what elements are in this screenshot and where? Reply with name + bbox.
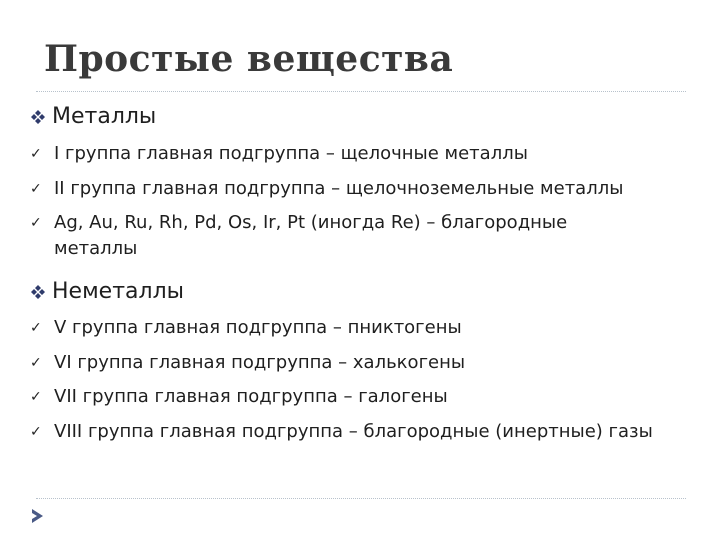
- diamond-bullet-icon: [30, 109, 46, 125]
- list-item: [30, 350, 690, 376]
- section-heading-label: Металлы: [52, 104, 157, 129]
- checkmark-icon: ✓: [30, 215, 42, 231]
- slide-title: Простые вещества: [44, 38, 454, 80]
- section-heading-nonmetals: [30, 279, 184, 304]
- checkmark-icon: ✓: [30, 146, 42, 162]
- list-item-text: Ag, Au, Ru, Rh, Pd, Os, Ir, Pt (иногда Re) – благородные металлы: [54, 212, 568, 259]
- list-item-text: II группа главная подгруппа – щелочноземельные металлы: [54, 178, 624, 199]
- list-item: [30, 419, 690, 445]
- diamond-bullet-icon: [30, 284, 46, 300]
- checkmark-icon: ✓: [30, 424, 42, 440]
- list-item-text: VIII группа главная подгруппа – благородные (инертные) газы: [54, 421, 653, 442]
- list-item-text: V группа главная подгруппа – пниктогены: [54, 317, 462, 338]
- list-item-text: I группа главная подгруппа – щелочные металлы: [54, 143, 528, 164]
- list-item-text: VI группа главная подгруппа – халькогены: [54, 352, 466, 373]
- checkmark-icon: ✓: [30, 320, 42, 336]
- checkmark-icon: ✓: [30, 389, 42, 405]
- checkmark-icon: ✓: [30, 355, 42, 371]
- list-item: [30, 384, 690, 410]
- list-item: [30, 315, 690, 341]
- list-item: [30, 210, 620, 262]
- list-item-text: VII группа главная подгруппа – галогены: [54, 386, 448, 407]
- next-slide-arrow-icon[interactable]: [30, 507, 46, 525]
- list-item: [30, 141, 690, 167]
- section-heading-metals: [30, 104, 156, 129]
- footer-divider: [36, 498, 686, 499]
- checkmark-icon: ✓: [30, 181, 42, 197]
- list-item: [30, 176, 690, 202]
- section-heading-label: Неметаллы: [52, 279, 184, 304]
- title-divider: [36, 91, 686, 92]
